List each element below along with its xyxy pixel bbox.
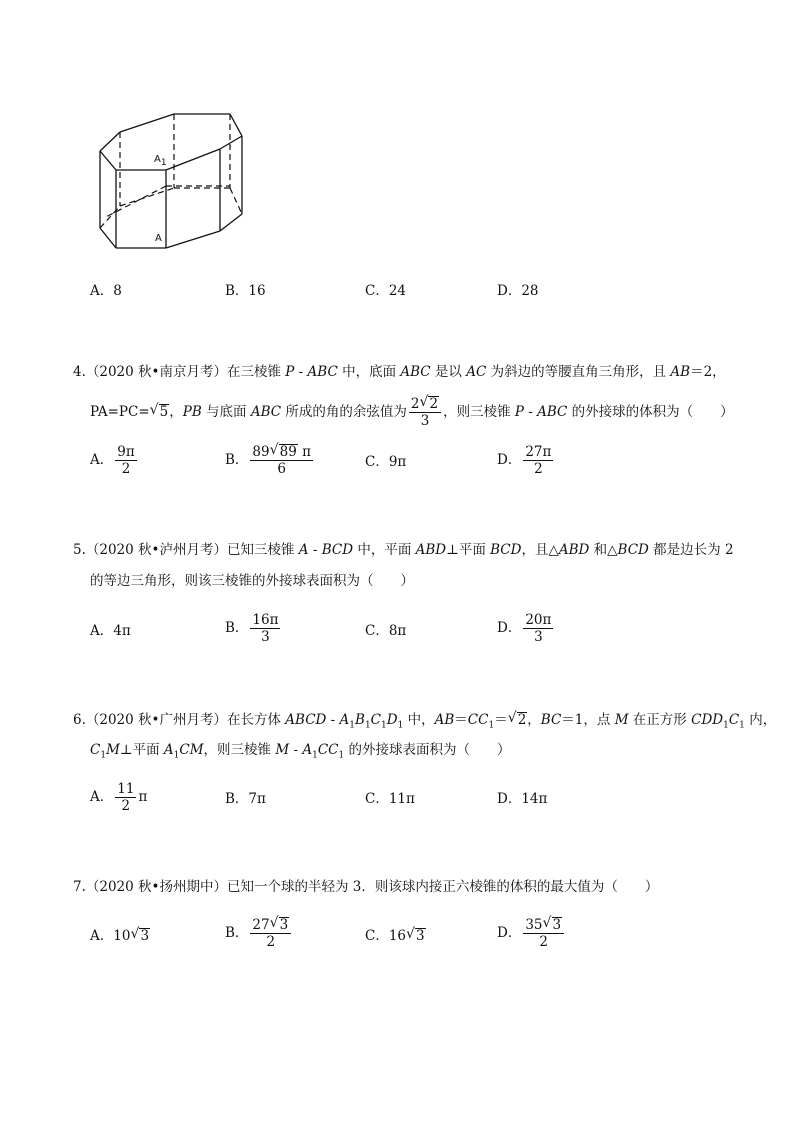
q3-option-b[interactable]: B．16 <box>225 283 266 299</box>
q7-option-a[interactable]: A．10 √ 3 <box>90 926 150 944</box>
q3-option-d[interactable]: D．28 <box>497 283 539 299</box>
vertex-label-a: A <box>155 233 162 244</box>
q6-option-a[interactable]: A． $\frac{11}{2}$ π <box>90 781 148 814</box>
q4-line-1: 4.（2020 秋•南京月考）在三棱锥 P - ABC 中，底面 ABC 是以 AC 为斜边的等腰直角三角形，且 AB＝2， <box>73 364 726 380</box>
q5-line-1: 5.（2020 秋•泸州月考）已知三棱锥 A - BCD 中，平面 ABD⊥平面 BCD，且△ABD 和△BCD 都是边长为 2 <box>73 542 734 558</box>
q5-option-a[interactable]: A．4π <box>90 623 131 639</box>
q4-option-d[interactable]: D． $\frac{27\pi}{2}$ <box>497 444 552 477</box>
q7-option-c[interactable]: C．16 √ 3 <box>365 926 425 944</box>
prism-diagram <box>94 96 254 256</box>
q6-option-d[interactable]: D．14π <box>497 791 548 807</box>
q5-line-2: 的等边三角形，则该三棱锥的外接球表面积为（ ） <box>90 573 414 589</box>
q5-option-c[interactable]: C．8π <box>365 623 407 639</box>
q4-option-b[interactable]: B． 89 √ 89 π 6 <box>225 442 311 477</box>
q3-option-c[interactable]: C．24 <box>365 283 407 299</box>
q4-line-2: PA=PC= √ 5，PB 与底面 ABC 所成的角的余弦值为 2 √ 2 3 ，则三棱锥 P - ABC 的外接球的体积为（ ） <box>90 394 734 429</box>
q5-option-d[interactable]: D． $\frac{20\pi}{3}$ <box>497 612 552 645</box>
prism-figure <box>94 96 254 256</box>
q7-option-d[interactable]: D． 35 √ 3 2 <box>497 917 566 950</box>
q6-line-1: 6.（2020 秋•广州月考）在长方体 ABCD - $A_1B_1C_1D_1$ 中，$AB=CC_1=$ √ 2，BC＝1，点 M 在正方形 $CDD_1C_1$ 内， <box>73 710 777 731</box>
q5-option-b[interactable]: B． $\frac{16\pi}{3}$ <box>225 612 279 645</box>
q6-option-c[interactable]: C．11π <box>365 791 415 807</box>
q4-option-a[interactable]: A． $\frac{9\pi}{2}$ <box>90 444 135 477</box>
q4-option-c[interactable]: C．9π <box>365 454 407 470</box>
q6-option-b[interactable]: B．7π <box>225 791 266 807</box>
q7-line-1: 7.（2020 秋•扬州期中）已知一个球的半轻为 3．则该球内接正六棱锥的体积的最大值为（ ） <box>73 879 659 895</box>
q7-option-b[interactable]: B． 27 √ 3 2 <box>225 917 293 950</box>
q3-option-a[interactable]: A．8 <box>90 283 122 299</box>
vertex-label-a1: $A_1$ <box>154 154 167 168</box>
q6-line-2: $C_1M\perp$平面 $A_1CM$，则三棱锥 M - $A_1CC_1$ 的外接球表面积为（ ） <box>90 742 511 761</box>
